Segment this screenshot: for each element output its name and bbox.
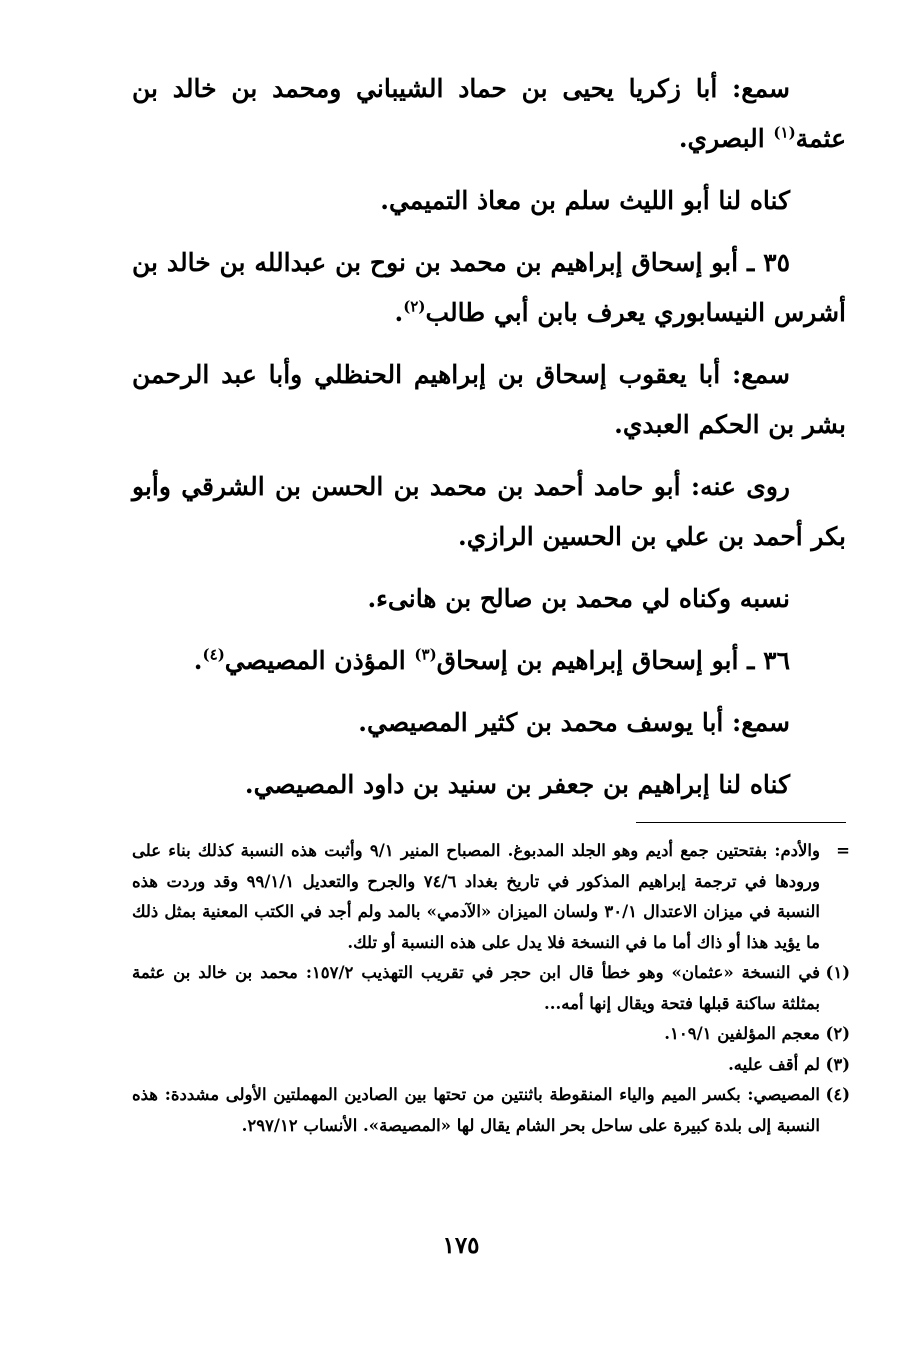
footnote-4 xyxy=(132,1080,850,1141)
entry-number: ٣٦ ـ xyxy=(747,646,790,675)
paragraph-sama-1 xyxy=(132,64,846,164)
footnote-text: في النسخة «عثمان» وهو خطأ قال ابن حجر في تقريب التهذيب ١٥٧/٢: محمد بن خالد بن عثمة بمثلثة ساكنة قبلها فتحة ويقال إنها أمه... xyxy=(132,963,821,1013)
paragraph-text: سمع: أبا يعقوب إسحاق بن إبراهيم الحنظلي وأبا عبد الرحمن بشر بن الحكم العبدي. xyxy=(132,360,846,439)
footnote-continuation xyxy=(132,836,850,958)
footnote-text: لم أقف عليه. xyxy=(728,1054,820,1074)
entry-36 xyxy=(132,636,846,686)
footnote-separator xyxy=(636,822,846,823)
paragraph-riwaya xyxy=(132,462,846,562)
paragraph-text: كناه لنا إبراهيم بن جعفر بن سنيد بن داود المصيصي. xyxy=(244,770,790,799)
paragraph-kunya-1 xyxy=(132,176,846,226)
footnote-marker: (١) xyxy=(825,963,850,982)
page-number: ١٧٥ xyxy=(442,1232,480,1259)
paragraph-text: سمع: أبا زكريا يحيى بن حماد الشيباني ومحمد بن خالد بن عثمة xyxy=(132,74,846,153)
entry-title: المؤذن المصيصي xyxy=(224,646,415,675)
paragraph-nasab xyxy=(132,574,846,624)
paragraph-text: . xyxy=(193,646,203,675)
paragraph-text: سمع: أبا يوسف محمد بن كثير المصيصي. xyxy=(358,708,790,737)
footnote-ref-2: (٢) xyxy=(403,297,426,316)
paragraph-sama-3 xyxy=(132,698,846,748)
footnote-marker: (٣) xyxy=(825,1054,850,1074)
paragraph-sama-2 xyxy=(132,350,846,450)
paragraph-text: البصري. xyxy=(678,124,774,153)
footnote-2 xyxy=(132,1019,850,1050)
footnote-3 xyxy=(132,1050,850,1081)
main-text xyxy=(132,64,846,810)
entry-number: ٣٥ ـ xyxy=(746,248,791,277)
footnote-1 xyxy=(132,958,850,1019)
paragraph-kunya-2 xyxy=(132,760,846,810)
paragraph-text: نسبه وكناه لي محمد بن صالح بن هانىء. xyxy=(367,584,790,613)
footnotes xyxy=(132,836,850,1141)
footnote-text: والأدم: بفتحتين جمع أديم وهو الجلد المدبوغ. المصباح المنير ٩/١ وأثبت هذه النسبة كذلك بناء على ورودها في ترجمة إبراهيم المذكور في تاريخ بغداد ٧٤/٦ والجرح والتعديل ٩٩/١/١ وقد وردت هذه النسبة في ميزان الاعتدال ٣٠/١ ولسان الميزان «الآدمي» بالمد ولم أجد في الكتب المعنية بمثل ذلك ما يؤيد هذا أو ذاك أما ما في النسخة فلا يدل على هذه النسبة أو تلك. xyxy=(132,841,821,952)
paragraph-text: كناه لنا أبو الليث سلم بن معاذ التميمي. xyxy=(380,186,790,215)
footnote-marker: (٤) xyxy=(825,1085,850,1104)
footnote-ref-4: (٤) xyxy=(202,645,225,664)
footnote-marker: = xyxy=(836,841,850,860)
entry-35 xyxy=(132,238,846,338)
footnote-ref-3: (٣) xyxy=(414,645,437,664)
footnote-marker: (٢) xyxy=(825,1024,850,1043)
paragraph-text: روى عنه: أبو حامد أحمد بن محمد بن الحسن بن الشرقي وأبو بكر أحمد بن علي بن الحسين الرازي. xyxy=(132,472,846,551)
footnote-text: المصيصي: بكسر الميم والياء المنقوطة باثنتين من تحتها بين الصادين المهملتين الأولى مشددة: هذه النسبة إلى بلدة كبيرة على ساحل بحر الشام يقال لها «المصيصة». الأنساب ٢٩٧/١٢. xyxy=(132,1085,820,1135)
footnote-text: معجم المؤلفين ١٠٩/١. xyxy=(664,1024,820,1043)
paragraph-text: . xyxy=(394,298,404,327)
entry-title: أبو إسحاق إبراهيم بن محمد بن نوح بن عبدالله بن خالد بن أشرس النيسابوري يعرف بابن أبي طالب xyxy=(132,248,846,327)
footnote-ref-1: (١) xyxy=(773,123,796,142)
entry-title: أبو إسحاق إبراهيم بن إسحاق xyxy=(436,646,748,675)
